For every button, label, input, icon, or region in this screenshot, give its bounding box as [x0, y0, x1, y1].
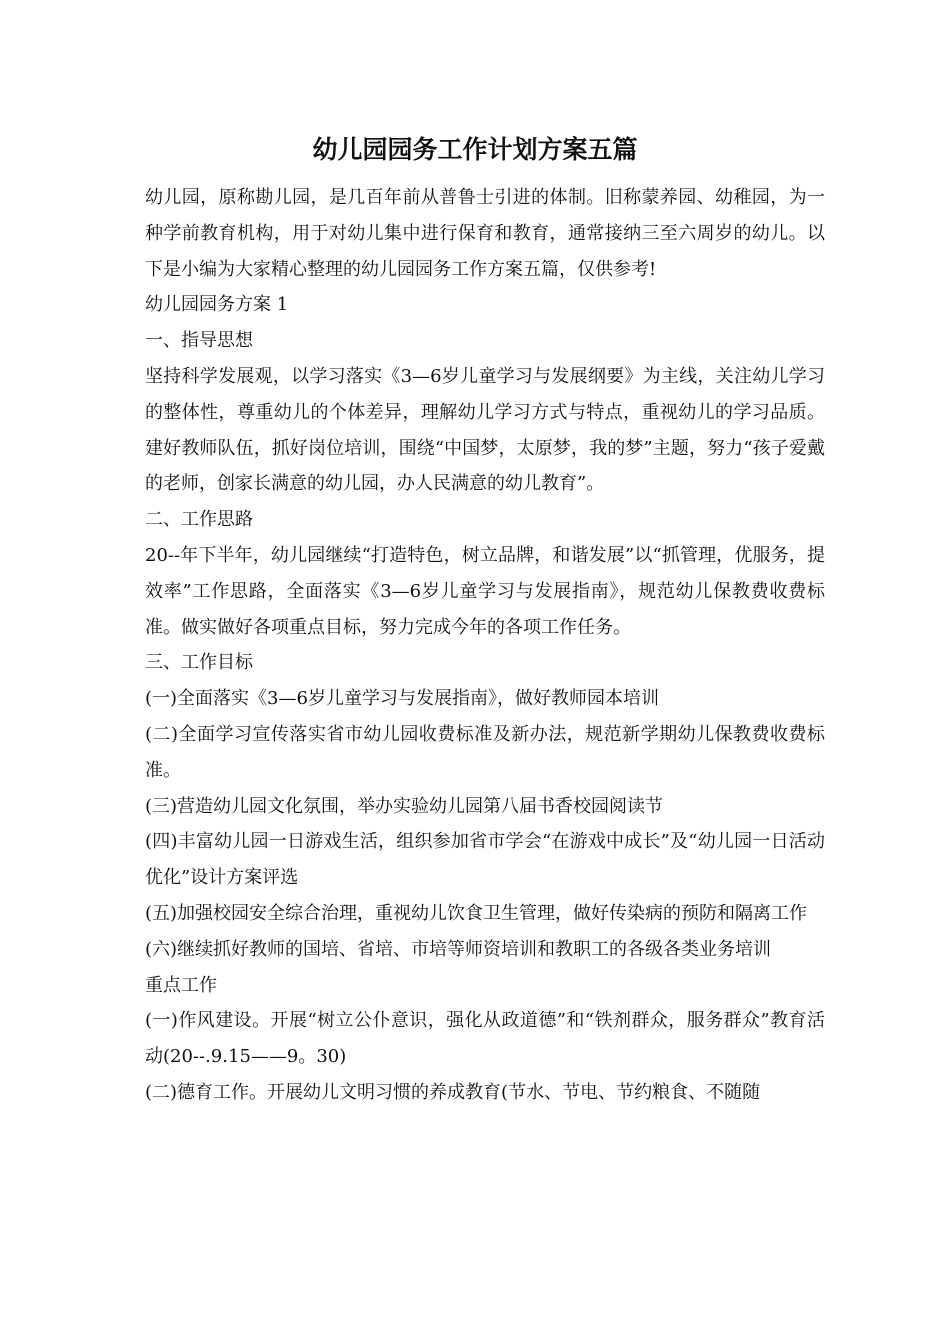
key-task-item: (一)作风建设。开展“树立公仆意识，强化从政道德”和“铁剂群众，服务群众”教育活动(20--.9.15——9。30) — [145, 1010, 825, 1068]
goal-item: (六)继续抓好教师的国培、省培、市培等师资培训和教职工的各级各类业务培训 — [145, 938, 772, 960]
heading-guiding-ideology: 一、指导思想 — [145, 330, 253, 352]
heading-work-goals: 三、工作目标 — [145, 652, 253, 674]
paragraph-work-approach: 20--年下半年，幼儿园继续“打造特色，树立品牌，和谐发展”以“抓管理，优服务，提效率”工作思路，全面落实《3—6岁儿童学习与发展指南》，规范幼儿保教费收费标准。做实做好各项重点目标，努力完成今年的各项工作任务。 — [145, 544, 825, 638]
page-title: 幼儿园园务工作计划方案五篇 — [312, 135, 638, 164]
document-body — [145, 180, 825, 1111]
heading-key-tasks: 重点工作 — [145, 974, 217, 996]
paragraph-guiding-ideology: 坚持科学发展观，以学习落实《3—6岁儿童学习与发展纲要》为主线，关注幼儿学习的整体性，尊重幼儿的个体差异，理解幼儿学习方式与特点，重视幼儿的学习品质。建好教师队伍，抓好岗位培训，围绕“中国梦，太原梦，我的梦”主题，努力“孩子爱戴的老师，创家长满意的幼儿园，办人民满意的幼儿教育”。 — [145, 365, 825, 495]
goal-item: (四)丰富幼儿园一日游戏生活，组织参加省市学会“在游戏中成长”及“幼儿园一日活动优化”设计方案评选 — [145, 831, 825, 889]
section-title: 幼儿园园务方案 1 — [145, 294, 289, 316]
goal-item: (五)加强校园安全综合治理，重视幼儿饮食卫生管理，做好传染病的预防和隔离工作 — [145, 902, 808, 924]
goal-item: (三)营造幼儿园文化氛围，举办实验幼儿园第八届书香校园阅读节 — [145, 795, 664, 817]
key-task-item: (二)德育工作。开展幼儿文明习惯的养成教育(节水、节电、节约粮食、不随随 — [145, 1081, 761, 1103]
goal-item: (一)全面落实《3—6岁儿童学习与发展指南》，做好教师园本培训 — [145, 688, 659, 710]
heading-work-approach: 二、工作思路 — [145, 509, 253, 531]
intro-paragraph: 幼儿园，原称勘儿园，是几百年前从普鲁士引进的体制。旧称蒙养园、幼稚园，为一种学前教育机构，用于对幼儿集中进行保育和教育，通常接纳三至六周岁的幼儿。以下是小编为大家精心整理的幼儿园园务工作方案五篇，仅供参考! — [145, 187, 825, 280]
goal-item: (二)全面学习宣传落实省市幼儿园收费标准及新办法，规范新学期幼儿保教费收费标准。 — [145, 723, 825, 781]
